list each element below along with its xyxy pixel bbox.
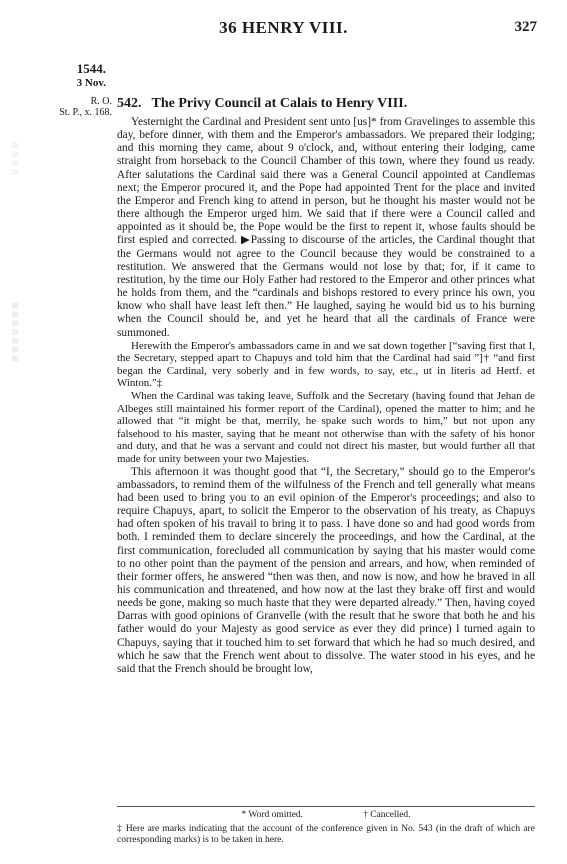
document-number: 542. (117, 96, 142, 111)
footnotes (117, 810, 535, 846)
watermark-top: ≡≡≡≡ (8, 140, 22, 176)
document-body (117, 116, 535, 676)
margin-year: 1544. (76, 61, 106, 76)
margin-ref-ro: R. O. (90, 96, 112, 107)
watermark: ≡≡≡≡≡≡≡ (8, 300, 22, 362)
paragraph: This afternoon it was thought good that “I, the Secretary,” should go to the Emperor's ambassadors, to remind them of the wilfulness of the French and tell generally what means had been used to bring you to an evil opinion of the Emperor's proceedings; and also to require Chapuys, apart, to solicit the Emperor to the observation of his treaty, as Chapuys had often spoken of his travail to bring it to pass. I have done so and had good words from both. I reminded them to declare sincerely the proceedings, and how the Cardinal, at the first communication, forecluded all communication by saying that his master would come to no other point than the payment of the pension and arrears, and how, when reminded of their former offers, he answered “then was then, and now is now, and how he braved in all his communication and threatened, and how now at the last they brake off first and would needs be gone, making so much haste that they were departed already.” Then, having coyed Darras with good opinions of Granvelle (with the result that he swore that both he and his father would do your Majesty as good service as ever they did prince) I turned again to Chapuys, saying that it touched him to set forward that which he had so much desired, and which he saw that the French went about to dissolve. The water stood in his eyes, and he said that the French should be brought low, (117, 465, 535, 675)
footnote-double-dagger: ‡ Here are marks indicating that the account of the conference given in No. 543 (in the draft of which are corresponding marks) is to be taken in here. (117, 824, 535, 845)
margin-date (52, 62, 106, 90)
paragraph: Herewith the Emperor's ambassadors came in and we sat down together [“saving first that I, the Secretary, stepped apart to Chapuys and told him that the Cardinal had said ”]† “and first began the Cardinal, very soberly and in few words, to say, etc., ut in literis ad Hertf. et Winton.”‡ (117, 339, 535, 390)
page-number: 327 (514, 19, 537, 35)
footnote-star: * Word omitted. (241, 810, 304, 820)
margin-day: 3 Nov. (76, 77, 106, 89)
document-title: The Privy Council at Calais to Henry VIII. (151, 96, 408, 111)
running-title: 36 HENRY VIII. (219, 18, 348, 37)
footnote-dagger: † Cancelled. (363, 810, 411, 820)
document-heading (117, 96, 537, 112)
margin-reference (30, 96, 112, 118)
paragraph: Yesternight the Cardinal and President sent unto [us]* from Gravelinges to assemble this day, before dinner, with them and the Emperor's ambassadors. We prepared their lodging; and this morning they came, about 9 o'clock, and, without entering their lodging, came straight from horseback to the Council Chamber of this town, where they found us ready. After salutations the Cardinal said there was a General Council appointed at Candlemas next; the Emperor procured it, and the Pope had appointed Trent for the place and invited the Emperor and French king to attend in person, but he thought his master would not be there although the Emperor urged him. We said that if there were a Council called and appointed as it should be, the Pope would be the first to repent it, whose faults should be first espied and corrected. ▶Passing to discourse of the articles, the Cardinal thought that the Germans would not agree to the Council because they would be constrained to a restitution. We answered that the Germans would not lose by that; for, if it came to restitution, by the time our Holy Father had restored to the Emperor and other princes what he holds from them, and the “cardinals and bishops restored to every prince his own, you know who shall have least left then.” He laughed, saying he would bid us to his burning when the Council should be, and yet he heard that all the cardinals of France were summoned. (117, 116, 535, 339)
running-head (0, 18, 567, 40)
footnote-divider (117, 806, 535, 807)
paragraph: When the Cardinal was taking leave, Suffolk and the Secretary (having found that Jehan de Albeges still maintained his former report of the Cardinal), opened the matter to him; and he allowed that “it might be that, merrily, he spake such words to him,” but not upon any falsehood to his master, saying that he meant not otherwise than with the safety of his honor and duty, and that he was a servant and could not direct his master, but would further all that made for unity between your two Majesties. (117, 390, 535, 465)
margin-ref-stp: St. P., x. 168. (59, 107, 112, 118)
